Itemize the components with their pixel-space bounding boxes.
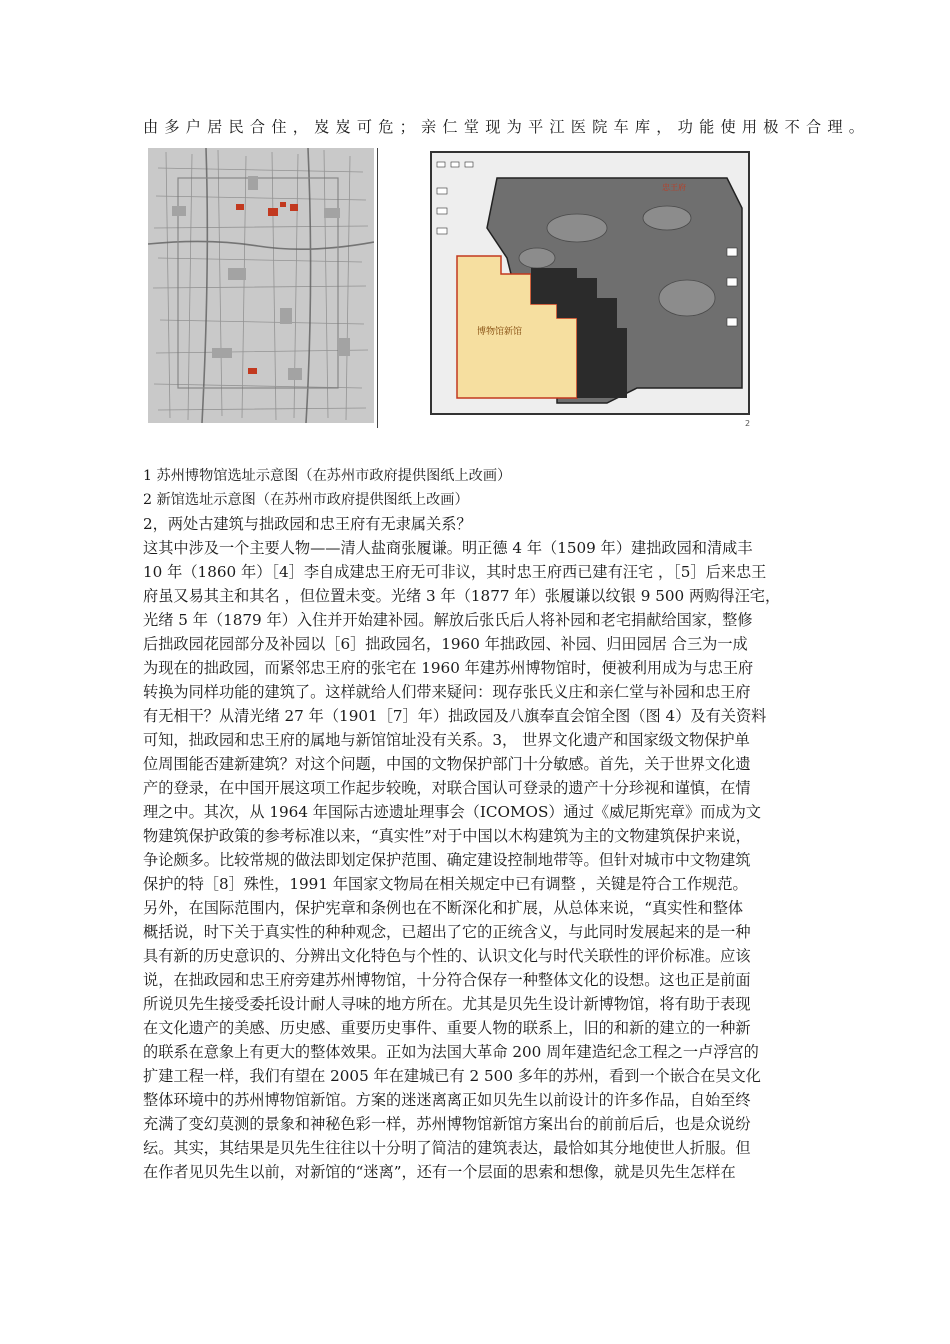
body-line: 另外，在国际范围内，保护宪章和条例也在不断深化和扩展，从总体来说，“真实性和整体: [143, 899, 744, 917]
body-line: 10 年（1860 年）［4］李自成建忠王府无可非议，其时忠王府西已建有汪宅 ，［5］后来忠王: [143, 563, 767, 581]
body-line: 为现在的拙政园，而紧邻忠王府的张宅在 1960 年建苏州博物馆时，便被利用成为与忠王府: [143, 659, 754, 677]
intro-line: 由多户居民合住，岌岌可危；亲仁堂现为平江医院车库，功能使用极不合理。: [143, 118, 871, 136]
body-line: 光绪 5 年（1879 年）入住并开始建补园。解放后张氏后人将补园和老宅捐献给国家，整修: [143, 611, 753, 629]
body-line: 充满了变幻莫测的景象和神秘色彩一样，苏州博物馆新馆方案出台的前前后后，也是众说纷: [143, 1115, 751, 1133]
body-line: 理之中。其次，从 1964 年国际古迹遗址理事会（ICOMOS）通过《威尼斯宪章》而成为文: [143, 803, 761, 821]
figure-divider: [377, 148, 378, 428]
body-line: 争论颇多。比较常规的做法即划定保护范围、确定建设控制地带等。但针对城市中文物建筑: [143, 851, 751, 869]
body-line: 后拙政园花园部分及补园以［6］拙政园名，1960 年拙政园、补园、归田园居 合三为一成: [143, 635, 748, 653]
body-line: 说，在拙政园和忠王府旁建苏州博物馆，十分符合保存一种整体文化的设想。这也正是前面: [143, 971, 751, 989]
body-line: 纭。其实，其结果是贝先生往往以十分明了简洁的建筑表达，最恰如其分地使世人折服。但: [143, 1139, 751, 1157]
body-line: 产的登录，在中国开展这项工作起步较晚，对联合国认可登录的遗产十分珍视和谨慎，在情: [143, 779, 751, 797]
body-line: 的联系在意象上有更大的整体效果。正如为法国大革命 200 周年建造纪念工程之一卢浮宫的: [143, 1043, 759, 1061]
figure-1-city-map: [148, 148, 374, 423]
museum-annotation: 博物馆新馆: [477, 327, 523, 337]
body-line: 府虽又易其主和其名 ，但位置未变。光绪 3 年（1877 年）张履谦以纹银 9 500 两购得汪宅，: [143, 587, 781, 605]
body-line: 物建筑保护政策的参考标准以来，“真实性”对于中国以木构建筑为主的文物建筑保护来说，: [143, 827, 751, 845]
body-line: 具有新的历史意识的、分辨出文化特色与个性的、认识文化与时代关联性的评价标准。应该: [143, 947, 751, 965]
body-line: 在文化遗产的美感、历史感、重要历史事件、重要人物的联系上，旧的和新的建立的一种新: [143, 1019, 751, 1037]
body-line: 有无相干？从清光绪 27 年（1901［7］年）拙政园及八旗奉直会馆全图（图 4）及有关资料: [143, 707, 767, 725]
body-line: 转换为同样功能的建筑了。这样就给人们带来疑问：现存张氏义庄和亲仁堂与补园和忠王府: [143, 683, 751, 701]
body-line: 扩建工程一样，我们有望在 2005 年在建城已有 2 500 多年的苏州，看到一个嵌合在吴文化: [143, 1067, 761, 1085]
body-line: 这其中涉及一个主要人物——清人盐商张履谦。明正德 4 年（1509 年）建拙政园和清咸丰: [143, 539, 753, 557]
body-line: 位周围能否建新建筑？对这个问题，中国的文物保护部门十分敏感。首先，关于世界文化遗: [143, 755, 751, 773]
body-line: 2，两处古建筑与拙政园和忠王府有无隶属关系？: [143, 515, 472, 533]
body-line: 概括说，时下关于真实性的种种观念，已超出了它的正统含义，与此同时发展起来的是一种: [143, 923, 751, 941]
body-line: 可知，拙政园和忠王府的属地与新馆馆址没有关系。3， 世界文化遗产和国家级文物保护单: [143, 731, 750, 749]
caption-figure-1: 1 苏州博物馆选址示意图（在苏州市政府提供图纸上改画）: [143, 468, 512, 484]
figure-2-number: 2: [745, 419, 751, 428]
zhongwang-annotation: 忠王府: [662, 183, 686, 192]
figure-2-site-plan: [427, 148, 757, 430]
body-line: 所说贝先生接受委托设计耐人寻味的地方所在。尤其是贝先生设计新博物馆，将有助于表现: [143, 995, 751, 1013]
body-line: 保护的特［8］殊性，1991 年国家文物局在相关规定中已有调整 ，关键是符合工作规范。: [143, 875, 748, 893]
body-line: 在作者见贝先生以前，对新馆的“迷离”，还有一个层面的思索和想像，就是贝先生怎样在: [143, 1163, 736, 1181]
caption-figure-2: 2 新馆选址示意图（在苏州市政府提供图纸上改画）: [143, 492, 469, 508]
body-line: 整体环境中的苏州博物馆新馆。方案的迷迷离离正如贝先生以前设计的许多作品，自始至终: [143, 1091, 751, 1109]
